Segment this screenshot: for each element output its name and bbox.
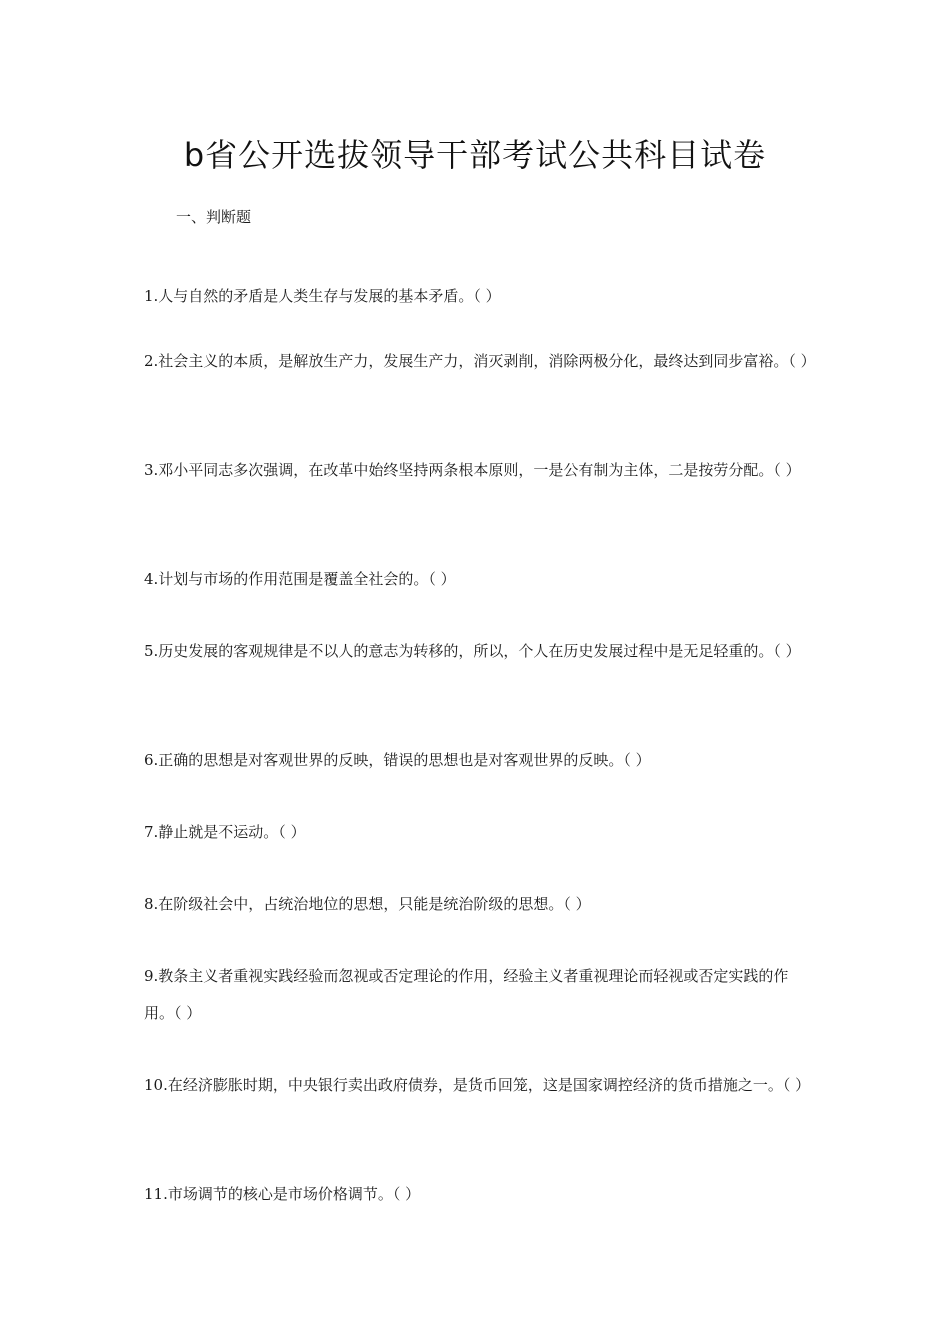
question-item: 11.市场调节的核心是市场价格调节。（ ）	[144, 1185, 421, 1203]
question-item: 2.社会主义的本质，是解放生产力，发展生产力，消灭剥削，消除两极分化，最终达到同步富裕。（ ）	[144, 352, 816, 370]
question-item: 1.人与自然的矛盾是人类生存与发展的基本矛盾。（ ）	[144, 287, 501, 305]
question-item: 10.在经济膨胀时期，中央银行卖出政府债券，是货币回笼，这是国家调控经济的货币措施之一。（ ）	[144, 1076, 811, 1094]
question-item: 4.计划与市场的作用范围是覆盖全社会的。（ ）	[144, 570, 456, 588]
question-item: 7.静止就是不运动。（ ）	[144, 823, 306, 841]
question-item: 6.正确的思想是对客观世界的反映，错误的思想也是对客观世界的反映。（ ）	[144, 751, 651, 769]
question-item: 9.教条主义者重视实践经验而忽视或否定理论的作用，经验主义者重视理论而轻视或否定实践的作用。（ ）	[144, 967, 789, 1022]
question-item: 5.历史发展的客观规律是不以人的意志为转移的，所以，个人在历史发展过程中是无足轻重的。（ ）	[144, 642, 801, 660]
question-item: 8.在阶级社会中，占统治地位的思想，只能是统治阶级的思想。（ ）	[144, 895, 591, 913]
section-heading: 一、判断题	[176, 208, 252, 226]
document-title: b省公开选拔领导干部考试公共科目试卷	[183, 136, 767, 174]
question-item: 3.邓小平同志多次强调，在改革中始终坚持两条根本原则，一是公有制为主体，二是按劳分配。（ ）	[144, 461, 801, 479]
